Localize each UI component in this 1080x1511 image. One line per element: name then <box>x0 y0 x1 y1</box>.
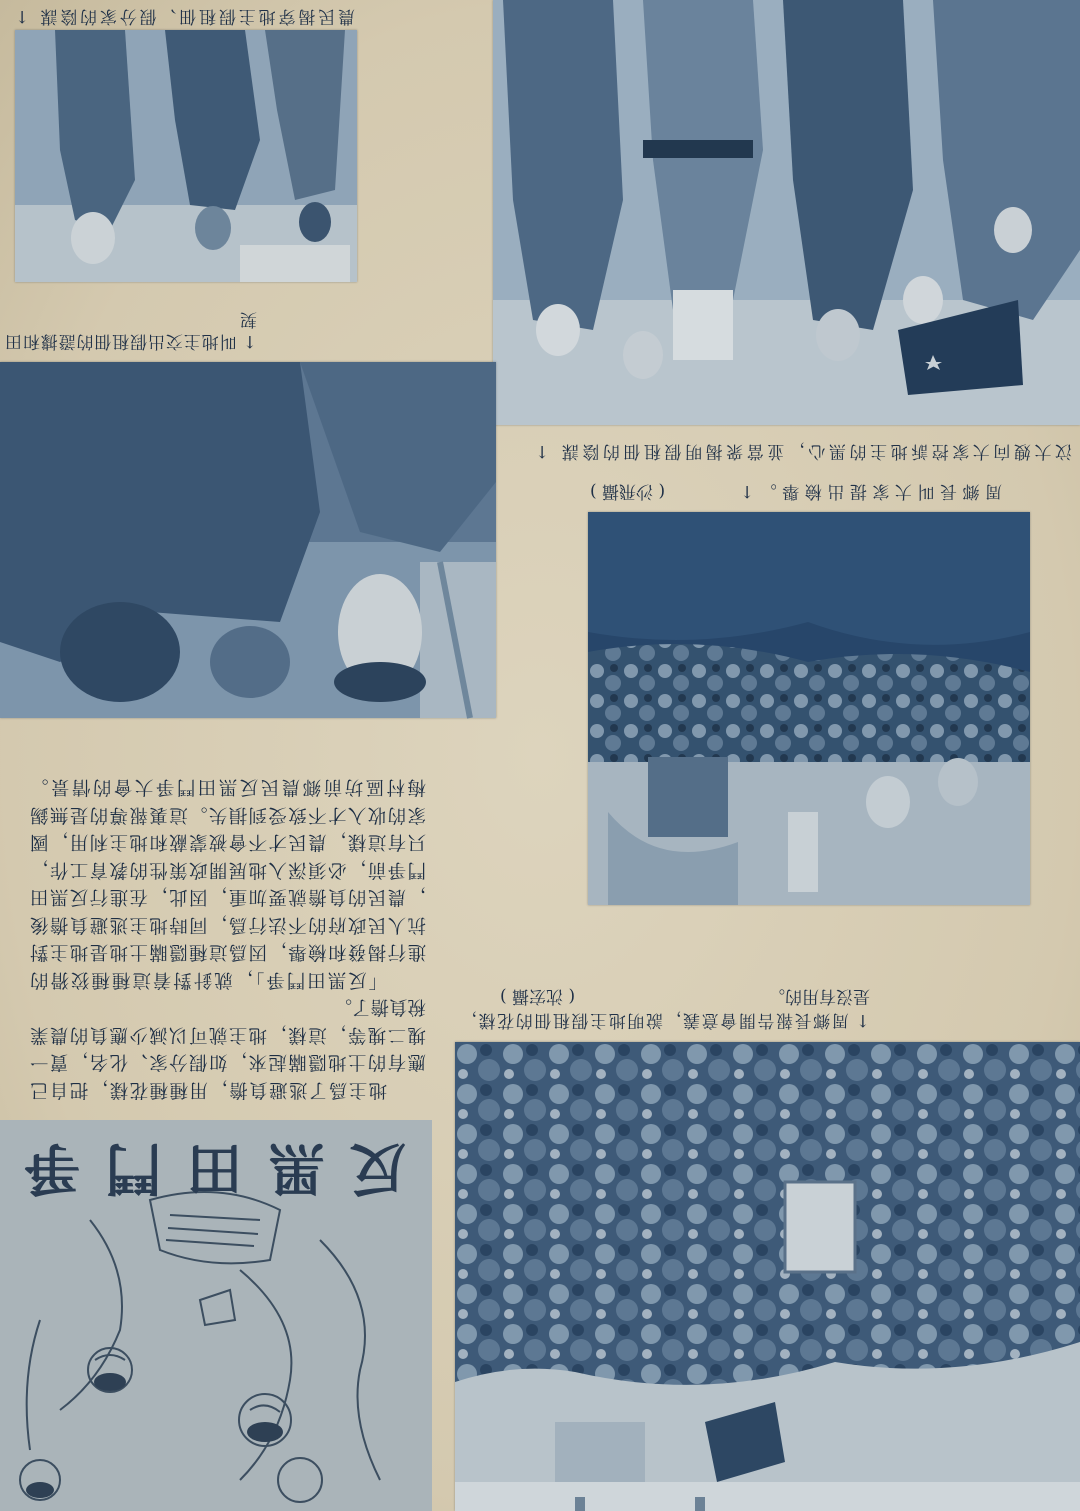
caption-bottom-right <box>460 984 870 1032</box>
caption-bottom-right-line1: ↑ 周鄉長報告開會意義，說明地主假租佃的花樣， <box>460 1010 870 1030</box>
article-body <box>30 771 426 1103</box>
article-line: 稅負擔了。 <box>333 996 426 1018</box>
article-line: 鬥爭前，必須深入地展開政策性的教育工作， <box>30 859 426 880</box>
article-line: 梅村區坊前鄉農民反黑田鬥爭大會的情景。 <box>30 776 426 798</box>
photo-landlord-close-up <box>0 362 496 718</box>
caption-right-upper: 汶大嫂向大家控訴地主的黑心，並當衆揭明假租佃的陰謀 ↑ <box>535 441 1072 461</box>
photo-villagers-top-right <box>493 0 1080 425</box>
photo-landlord-confronted-image <box>15 30 357 282</box>
article-line: 塊二塊等，這樣，地主就可以減少應負的農業 <box>30 1024 426 1045</box>
article-line: ，農民的負擔就要加重，因此，在進行反黑田 <box>30 886 426 908</box>
article-title: 反黑田鬥爭 <box>24 1135 406 1201</box>
photo-landlord-close-up-image <box>0 362 496 718</box>
article-line: 抗人民政府的不法行爲，同時地主逃避負擔後 <box>30 914 426 935</box>
caption-bottom-right-line2: 是沒有用的。 <box>768 986 870 1006</box>
photo-meeting-crowd <box>588 512 1030 905</box>
photo-mass-meeting <box>455 1042 1080 1511</box>
photo-villagers-top-right-image <box>493 0 1080 425</box>
caption-bottom-right-line2-row <box>460 984 870 1008</box>
photo-credit: ( 沙飛攝 ) <box>590 481 666 501</box>
caption-right-middle-text: 周鄉長叫大家提出檢舉。↑ <box>740 481 1002 501</box>
caption-top-left: 農民揭穿地主假租佃、假分家的陰謀 ↑ <box>15 6 355 26</box>
caption-right-middle <box>590 480 1002 502</box>
article-line: 「反黑田鬥爭」，就針對着這種種狡猾的 <box>30 969 388 990</box>
article-line: 地主爲了逃避負擔，用種種花樣，把自己 <box>30 1079 388 1100</box>
photo-mass-meeting-image <box>455 1042 1080 1511</box>
article-line: 只有這樣，農民才不會被蒙蔽和地主利用，國 <box>30 831 426 853</box>
photo-landlord-confronted <box>15 30 357 282</box>
photo-meeting-crowd-image <box>588 512 1030 905</box>
caption-left-middle: ↑ 叫地主交出假租佃的證據和田契 <box>5 309 257 351</box>
article-line: 進行揭發和檢舉，因爲這種隱瞞土地是地主對 <box>30 941 426 963</box>
photo-credit: ( 沈宏攝 ) <box>500 986 576 1006</box>
article-line: 家的收入才不致受到損失。這裏報導的是無錫 <box>30 804 426 825</box>
article-line: 應有的土地隱瞞起來，如假分家、化名，賣一 <box>30 1051 426 1073</box>
